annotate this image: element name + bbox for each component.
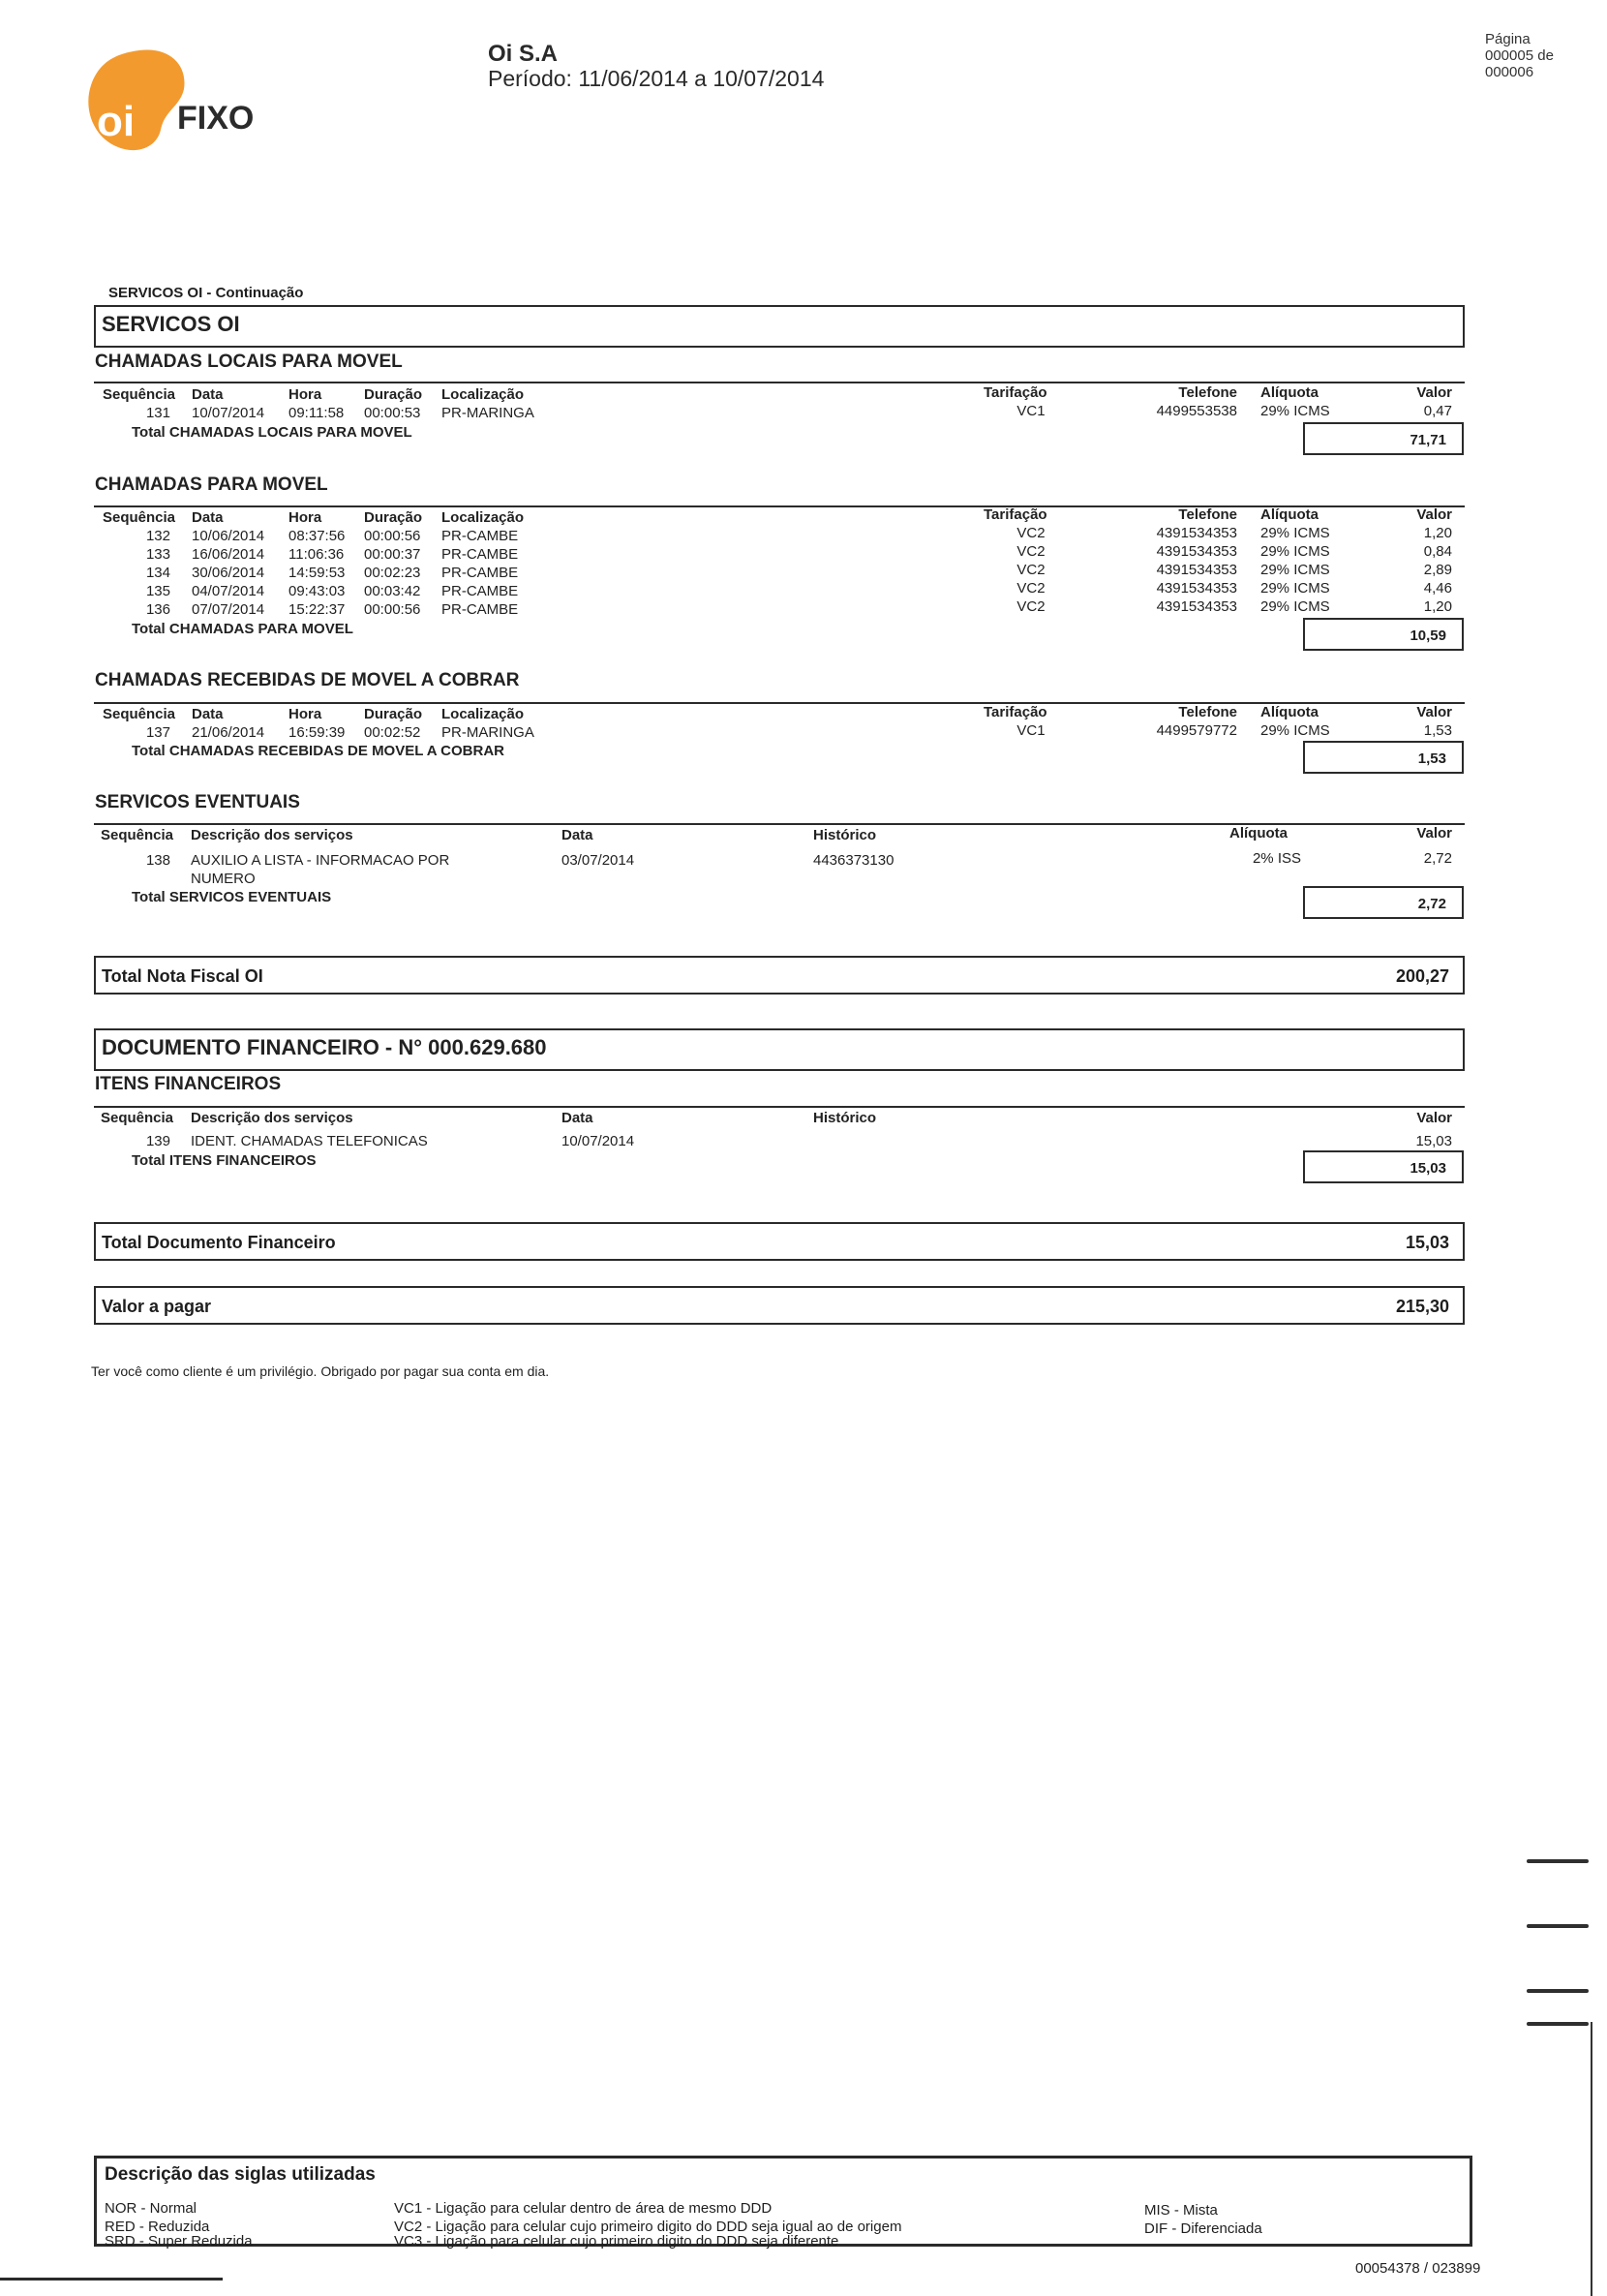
section-total-label: Total CHAMADAS PARA MOVEL	[132, 621, 353, 637]
section-title: CHAMADAS PARA MOVEL	[95, 475, 328, 495]
col-data: Data	[192, 386, 224, 403]
servicos-oi-box	[94, 305, 1465, 348]
section-total-box: 71,71	[1303, 422, 1464, 455]
legend-item: MIS - Mista	[1144, 2202, 1218, 2219]
section-total-box: 1,53	[1303, 741, 1464, 774]
total-nota-fiscal-box	[94, 956, 1465, 995]
margin-line	[1591, 2022, 1592, 2296]
page-number: Página 000005 de 000006	[1485, 31, 1554, 80]
bottom-rule	[0, 2278, 223, 2281]
col-tarifacao: Tarifação	[984, 384, 1047, 401]
col-duracao: Duração	[364, 386, 423, 403]
col-localizacao: Localização	[441, 386, 525, 403]
legend-item: DIF - Diferenciada	[1144, 2220, 1262, 2237]
legend-box	[94, 2156, 1472, 2250]
thanks-message: Ter você como cliente é um privilégio. Obrigado por pagar sua conta em dia.	[91, 1363, 550, 1379]
section-total-label: Total CHAMADAS RECEBIDAS DE MOVEL A COBRAR	[132, 743, 505, 759]
section-total-label: Total CHAMADAS LOCAIS PARA MOVEL	[132, 424, 412, 441]
servicos-oi-title: SERVICOS OI	[102, 312, 240, 336]
registration-mark	[1527, 1859, 1589, 1863]
valor-a-pagar-box	[94, 1286, 1465, 1325]
col-hora: Hora	[288, 386, 322, 403]
continuation-title: SERVICOS OI - Continuação	[108, 285, 304, 301]
total-documento-financeiro-label: Total Documento Financeiro	[102, 1233, 336, 1252]
valor-a-pagar-value: 215,30	[1395, 1297, 1449, 1316]
total-nota-fiscal-label: Total Nota Fiscal OI	[102, 966, 263, 986]
documento-financeiro-box	[94, 1028, 1465, 1071]
oi-logo-icon	[83, 46, 190, 153]
divider	[94, 382, 1465, 383]
legend-title: Descrição das siglas utilizadas	[105, 2164, 376, 2185]
col-valor: Valor	[1416, 384, 1452, 401]
legend-item: RED - Reduzida	[105, 2219, 210, 2235]
col-telefone: Telefone	[1178, 384, 1237, 401]
section-total-box: 2,72	[1303, 886, 1464, 919]
svg-text:oi: oi	[97, 98, 136, 145]
valor-a-pagar-label: Valor a pagar	[102, 1297, 212, 1316]
legend-item: SRD - Super Reduzida	[105, 2233, 253, 2250]
billing-period: Período: 11/06/2014 a 10/07/2014	[488, 66, 825, 91]
company-name: Oi S.A	[488, 41, 559, 67]
section-total-box: 10,59	[1303, 618, 1464, 651]
section-total-box: 15,03	[1303, 1150, 1464, 1183]
registration-mark	[1527, 2022, 1589, 2026]
total-documento-financeiro-box	[94, 1222, 1465, 1261]
col-sequencia: Sequência	[103, 386, 176, 403]
legend-item: NOR - Normal	[105, 2200, 197, 2217]
total-documento-financeiro-value: 15,03	[1405, 1233, 1449, 1252]
section-title: CHAMADAS RECEBIDAS DE MOVEL A COBRAR	[95, 670, 520, 690]
logo-product-text: FIXO	[177, 100, 255, 137]
divider	[94, 505, 1465, 507]
divider	[94, 702, 1465, 704]
documento-financeiro-title: DOCUMENTO FINANCEIRO - N° 000.629.680	[102, 1035, 547, 1059]
total-nota-fiscal-value: 200,27	[1395, 966, 1449, 986]
col-aliquota: Alíquota	[1260, 384, 1319, 401]
section-title: ITENS FINANCEIROS	[95, 1074, 282, 1094]
legend-item: VC1 - Ligação para celular dentro de área de mesmo DDD	[394, 2200, 773, 2217]
document-code: 00054378 / 023899	[1355, 2260, 1481, 2277]
section-title: CHAMADAS LOCAIS PARA MOVEL	[95, 352, 403, 372]
section-total-label: Total SERVICOS EVENTUAIS	[132, 889, 332, 905]
legend-item: VC2 - Ligação para celular cujo primeiro digito do DDD seja igual ao de origem	[394, 2219, 902, 2235]
divider	[94, 1106, 1465, 1108]
registration-mark	[1527, 1924, 1589, 1928]
legend-item: VC3 - Ligação para celular cujo primeiro digito do DDD seja diferente	[394, 2233, 839, 2250]
section-title: SERVICOS EVENTUAIS	[95, 792, 300, 812]
registration-mark	[1527, 1989, 1589, 1993]
section-total-label: Total ITENS FINANCEIROS	[132, 1152, 317, 1169]
